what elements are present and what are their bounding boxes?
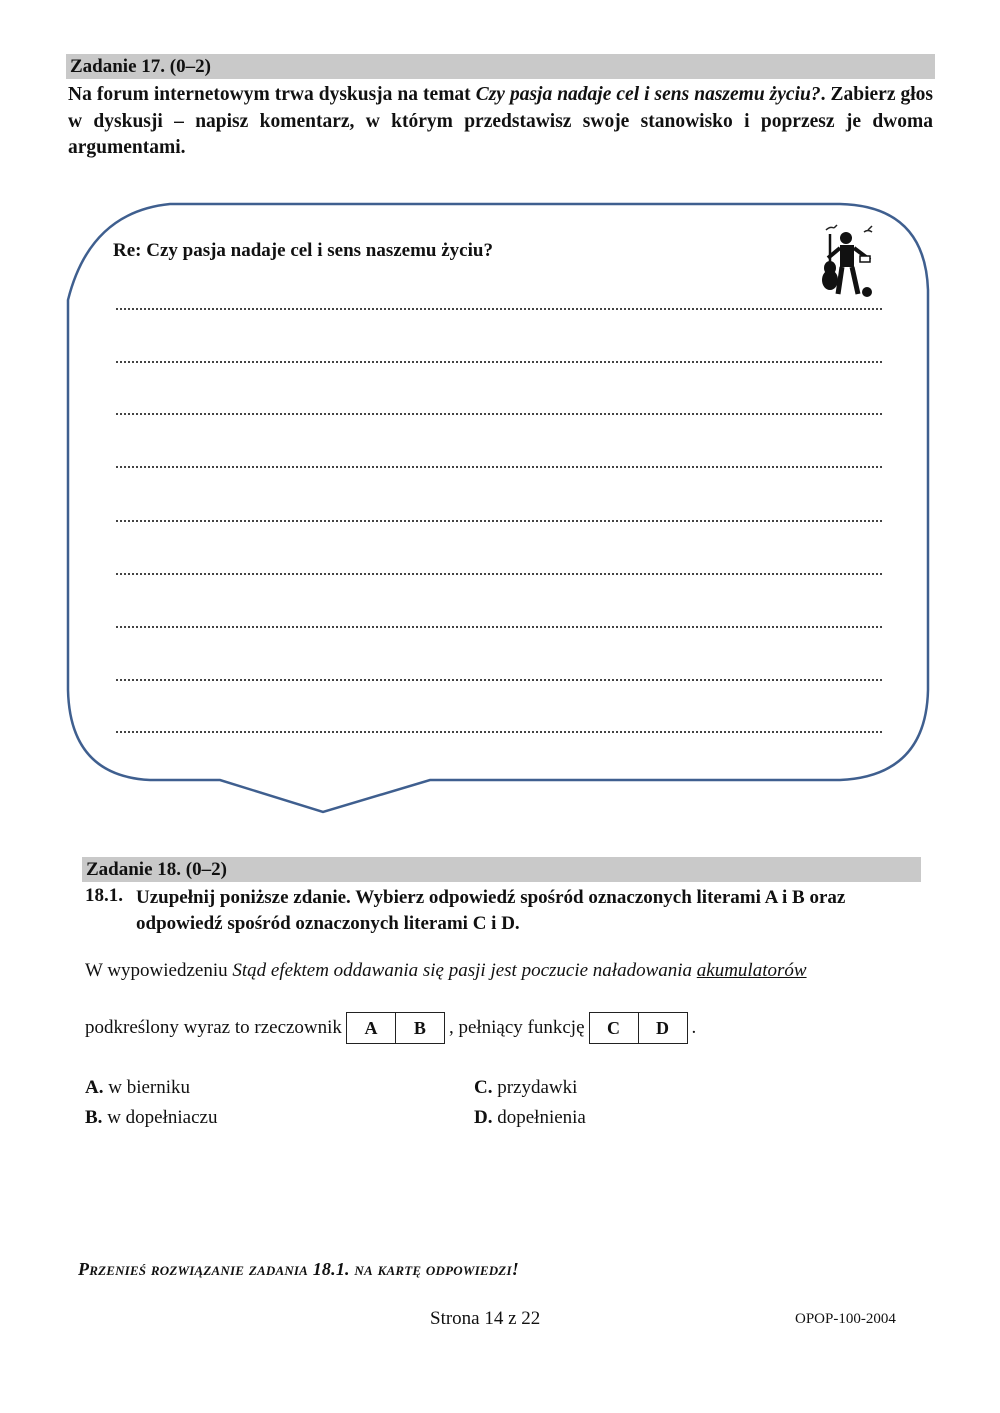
sentence-pre: W wypowiedzeniu [85, 960, 233, 981]
choice-d[interactable]: D [638, 1013, 687, 1043]
underlined-word: akumulatorów [696, 960, 807, 981]
question-number: 18.1. [85, 885, 123, 906]
task-17-header: Zadanie 17. (0–2) [66, 54, 935, 79]
answer-line-4[interactable] [116, 466, 882, 468]
choice-a[interactable]: A [364, 1017, 378, 1038]
instruction-pre: Na forum internetowym trwa dyskusja na temat [68, 84, 476, 105]
instruction-topic: Czy pasja nadaje cel i sens naszemu życiu? [475, 84, 821, 105]
answer-line-3[interactable] [116, 413, 882, 415]
task-18-header: Zadanie 18. (0–2) [82, 857, 921, 882]
page-number: Strona 14 z 22 [430, 1308, 541, 1329]
sentence-quote [232, 960, 806, 981]
option-d-letter: D. [474, 1107, 493, 1128]
sentence-quote-text: Stąd efektem oddawania się pasji jest poczucie naładowania [232, 960, 697, 981]
option-c [474, 1077, 577, 1099]
sentence2-end: . [691, 1017, 697, 1038]
answer-line-5[interactable] [116, 520, 882, 522]
option-c-letter: C. [474, 1077, 493, 1098]
instruction-post: . Zabierz głos w dyskusji – napisz komentarz, w którym przedstawisz swoje stanowisko i poprzesz je dwoma argumentami. [68, 84, 933, 158]
sentence2-pre: podkreślony wyraz to rzeczownik [85, 1017, 342, 1038]
answer-line-9[interactable] [116, 731, 882, 733]
answer-line-2[interactable] [116, 361, 882, 363]
choice-box-cd [589, 1012, 688, 1044]
choice-c[interactable]: C [607, 1017, 621, 1038]
option-b-text: w dopełniaczu [102, 1107, 218, 1128]
answer-line-1[interactable] [116, 308, 882, 310]
sentence-completion [85, 1012, 696, 1044]
option-a-letter: A. [85, 1077, 104, 1098]
guitar-player-icon [812, 220, 882, 300]
option-d [474, 1107, 586, 1129]
answer-line-7[interactable] [116, 626, 882, 628]
answer-line-8[interactable] [116, 679, 882, 681]
exam-code: OPOP-100-2004 [795, 1311, 896, 1327]
option-d-text: dopełnienia [492, 1107, 586, 1128]
option-c-text: przydawki [492, 1077, 578, 1098]
option-a [85, 1077, 190, 1099]
transfer-note: Przenieś rozwiązanie zadania 18.1. na kartę odpowiedzi! [78, 1259, 519, 1279]
forum-post-title: Re: Czy pasja nadaje cel i sens naszemu życiu? [113, 240, 493, 261]
choice-b[interactable]: B [395, 1013, 444, 1043]
choice-box-ab [346, 1012, 445, 1044]
sentence2-mid: , pełniący funkcję [448, 1017, 585, 1038]
option-b-letter: B. [85, 1107, 103, 1128]
answer-line-6[interactable] [116, 573, 882, 575]
task-17-instruction [68, 82, 933, 162]
option-a-text: w bierniku [103, 1077, 191, 1098]
sentence-context [85, 960, 807, 982]
option-b [85, 1107, 217, 1129]
question-text: Uzupełnij poniższe zdanie. Wybierz odpowiedź spośród oznaczonych literami A i B oraz odpowiedź spośród oznaczonych literami C i D. [136, 887, 846, 934]
